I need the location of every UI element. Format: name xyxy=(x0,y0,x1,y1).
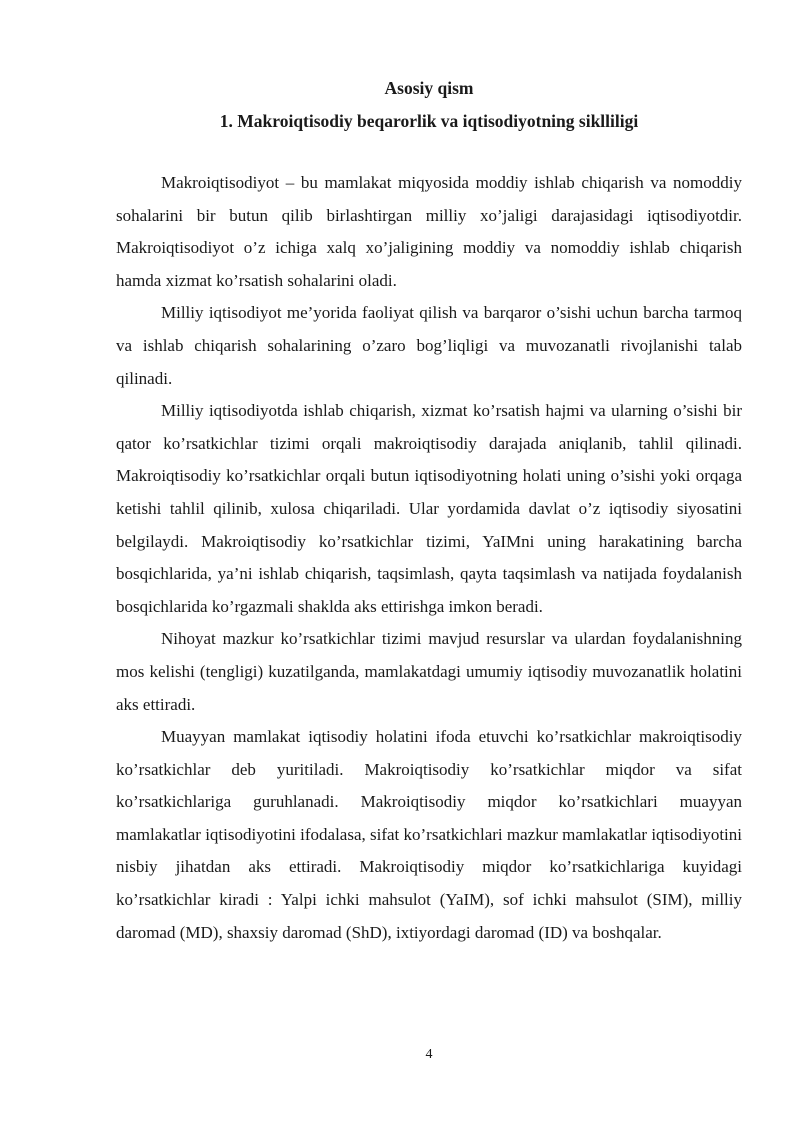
page-number: 4 xyxy=(425,1047,433,1062)
paragraph-3: Milliy iqtisodiyotda ishlab chiqarish, xizmat ko’rsatish hajmi va ularning o’sishi bir qator ko’rsatkichlar tizimi orqali makroiqtisodiy darajada aniqlanib, tahlil qilinadi. Makroiqtisodiy ko’rsatkichlar orqali butun iqtisodiyotning holati uning o’sishi yoki orqaga ketishi tahlil qilinib, xulosa chiqariladi. Ular yordamida davlat o’z iqtisodiy siyosatini belgilaydi. Makroiqtisodiy ko’rsatkichlar tizimi, YaIMni uning harakatining barcha bosqichlarida, ya’ni ishlab chiqarish, taqsimlash, qayta taqsimlash va natijada foydalanish bosqichlarida ko’rgazmali shaklda aks ettirishga imkon beradi. xyxy=(116,401,742,616)
paragraph-1: Makroiqtisodiyot – bu mamlakat miqyosida moddiy ishlab chiqarish va nomoddiy sohalarini bir butun qilib birlashtirgan milliy xo’jaligi darajasidagi iqtisodiyotdir. Makroiqtisodiyot o’z ichiga xalq xo’jaligining moddiy va nomoddiy ishlab chiqarish hamda xizmat ko’rsatish sohalarini oladi. xyxy=(116,173,742,290)
section-title: Asosiy qism xyxy=(384,78,474,98)
paragraph-2: Milliy iqtisodiyot me’yorida faoliyat qilish va barqaror o’sishi uchun barcha tarmoq va ishlab chiqarish sohalarining o’zaro bog’liqligi va muvozanatli rivojlanishi talab qilinadi. xyxy=(116,303,742,388)
body-text xyxy=(116,167,742,949)
chapter-title: 1. Makroiqtisodiy beqarorlik va iqtisodiyotning siklliligi xyxy=(219,111,639,131)
paragraph-4: Nihoyat mazkur ko’rsatkichlar tizimi mavjud resurslar va ulardan foydalanishning mos kelishi (tengligi) kuzatilganda, mamlakatdagi umumiy iqtisodiy muvozanatlik holatini aks ettiradi. xyxy=(116,629,742,714)
paragraph-5: Muayyan mamlakat iqtisodiy holatini ifoda etuvchi ko’rsatkichlar makroiqtisodiy ko’rsatkichlar deb yuritiladi. Makroiqtisodiy ko’rsatkichlar miqdor va sifat ko’rsatkichlariga guruhlanadi. Makroiqtisodiy miqdor ko’rsatkichlari muayyan mamlakatlar iqtisodiyotini ifodalasa, sifat ko’rsatkichlari mazkur mamlakatlar iqtisodiyotini nisbiy jihatdan aks ettiradi. Makroiqtisodiy miqdor ko’rsatkichlariga kuyidagi ko’rsatkichlar kiradi : Yalpi ichki mahsulot (YaIM), sof ichki mahsulot (SIM), milliy daromad (MD), shaxsiy daromad (ShD), ixtiyordagi daromad (ID) va boshqalar. xyxy=(116,727,743,942)
